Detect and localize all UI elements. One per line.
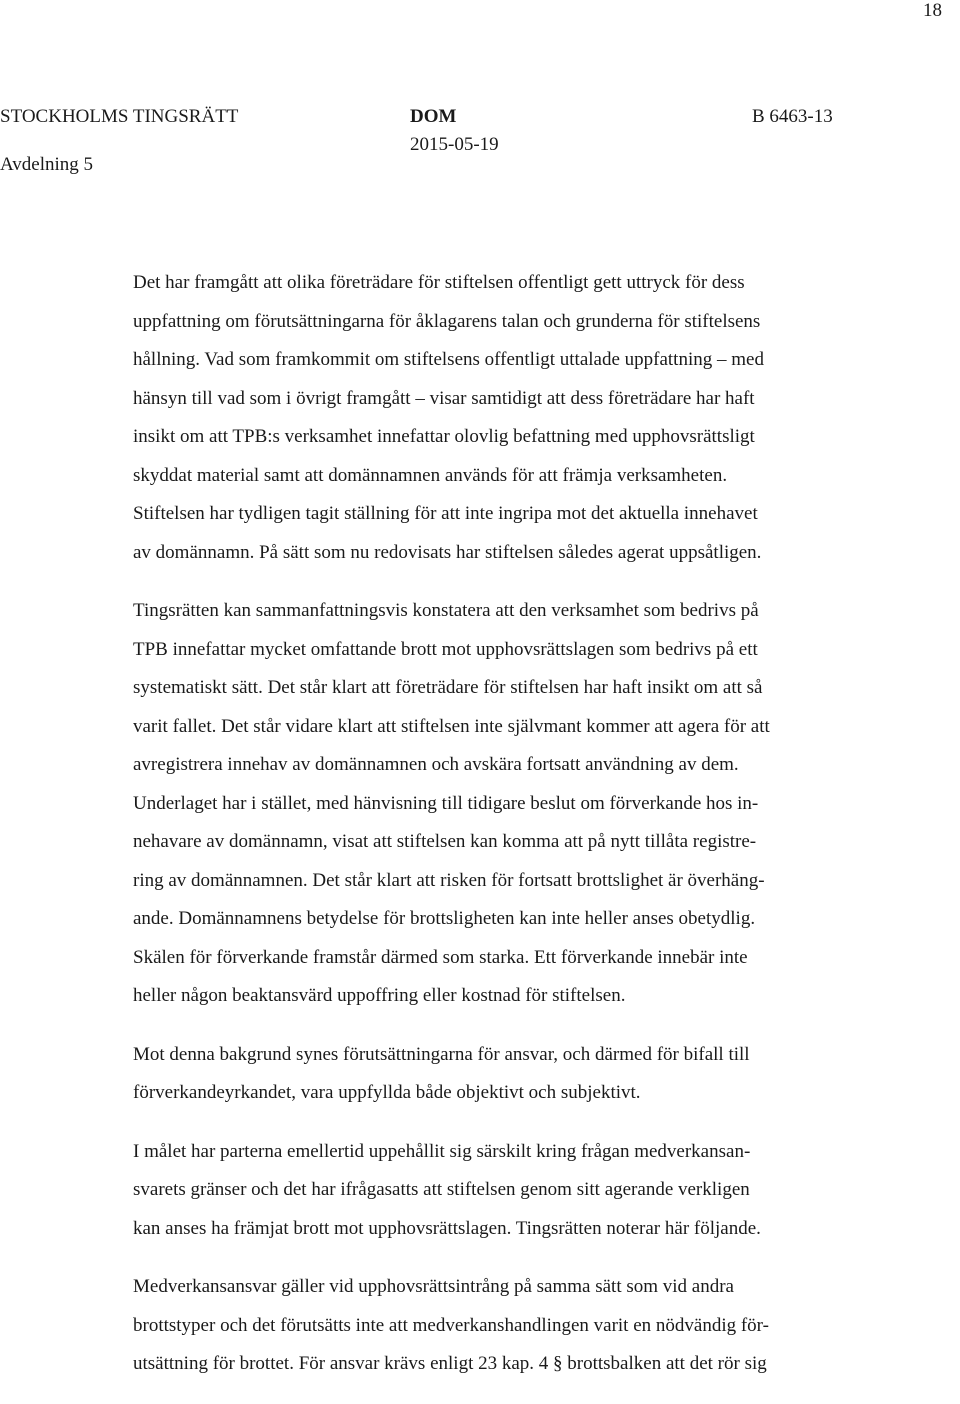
text-line: insikt om att TPB:s verksamhet innefattar olovlig befattning med upphovsrättsligt bbox=[133, 426, 755, 447]
text-line: utsättning för brottet. För ansvar krävs enligt 23 kap. 4 § brottsbalken att det rör sig bbox=[133, 1353, 767, 1374]
text-line: heller någon beaktansvärd uppoffring eller kostnad för stiftelsen. bbox=[133, 985, 626, 1006]
text-line: svarets gränser och det har ifrågasatts att stiftelsen genom sitt agerande verkligen bbox=[133, 1179, 750, 1200]
text-line: ring av domännamnen. Det står klart att risken för fortsatt brottslighet är överhäng- bbox=[133, 869, 765, 891]
text-line: Medverkansansvar gäller vid upphovsrättsintrång på samma sätt som vid andra bbox=[133, 1276, 734, 1297]
paragraph-3 bbox=[133, 1036, 878, 1113]
text-line: hänsyn till vad som i övrigt framgått – visar samtidigt att dess företrädare har haft bbox=[133, 387, 755, 409]
text-line: Underlaget har i stället, med hänvisning till tidigare beslut om förverkande hos in- bbox=[133, 792, 759, 814]
text-line: TPB innefattar mycket omfattande brott mot upphovsrättslagen som bedrivs på ett bbox=[133, 638, 758, 660]
document-body bbox=[133, 264, 878, 1404]
text-line: systematiskt sätt. Det står klart att företrädare för stiftelsen har haft insikt om att så bbox=[133, 677, 763, 698]
paragraph-2 bbox=[133, 592, 878, 1016]
text-line: Mot denna bakgrund synes förutsättningarna för ansvar, och därmed för bifall till bbox=[133, 1043, 750, 1065]
court-division: Avdelning 5 bbox=[0, 154, 94, 175]
page-number: 18 bbox=[923, 0, 942, 21]
text-line: Tingsrätten kan sammanfattningsvis konstatera att den verksamhet som bedrivs på bbox=[133, 600, 759, 621]
text-line: brottstyper och det förutsätts inte att medverkanshandlingen varit en nödvändig för- bbox=[133, 1314, 769, 1336]
text-line: förverkandeyrkandet, vara uppfyllda både objektivt och subjektivt. bbox=[133, 1082, 641, 1103]
text-line: uppfattning om förutsättningarna för åklagarens talan och grunderna för stiftelsens bbox=[133, 310, 761, 332]
text-line: hållning. Vad som framkommit om stiftelsens offentligt uttalade uppfattning – med bbox=[133, 349, 764, 370]
case-number: B 6463-13 bbox=[752, 106, 833, 127]
text-line: I målet har parterna emellertid uppehållit sig särskilt kring frågan medverkansan- bbox=[133, 1140, 751, 1162]
text-line: Stiftelsen har tydligen tagit ställning för att inte ingripa mot det aktuella innehavet bbox=[133, 503, 758, 524]
text-line: skyddat material samt att domännamnen används för att främja verksamheten. bbox=[133, 464, 728, 486]
text-line: Skälen för förverkande framstår därmed som starka. Ett förverkande innebär inte bbox=[133, 946, 748, 968]
text-line: Det har framgått att olika företrädare för stiftelsen offentligt gett uttryck för dess bbox=[133, 272, 745, 293]
document-date: 2015-05-19 bbox=[410, 134, 499, 155]
document-header bbox=[0, 104, 960, 184]
paragraph-5 bbox=[133, 1268, 878, 1384]
document-type: DOM bbox=[410, 106, 457, 127]
text-line: varit fallet. Det står vidare klart att stiftelsen inte självmant kommer att agera för att bbox=[133, 715, 770, 737]
paragraph-1 bbox=[133, 264, 878, 572]
text-line: avregistrera innehav av domännamnen och avskära fortsatt användning av dem. bbox=[133, 754, 739, 775]
text-line: kan anses ha främjat brott mot upphovsrättslagen. Tingsrätten noterar här följande. bbox=[133, 1217, 761, 1239]
text-line: av domännamn. På sätt som nu redovisats har stiftelsen således agerat uppsåtligen. bbox=[133, 541, 762, 563]
text-line: ande. Domännamnens betydelse för brottsligheten kan inte heller anses obetydlig. bbox=[133, 908, 756, 929]
paragraph-4 bbox=[133, 1133, 878, 1249]
text-line: nehavare av domännamn, visat att stiftelsen kan komma att på nytt tillåta registre- bbox=[133, 831, 757, 852]
court-name: STOCKHOLMS TINGSRÄTT bbox=[0, 106, 239, 127]
